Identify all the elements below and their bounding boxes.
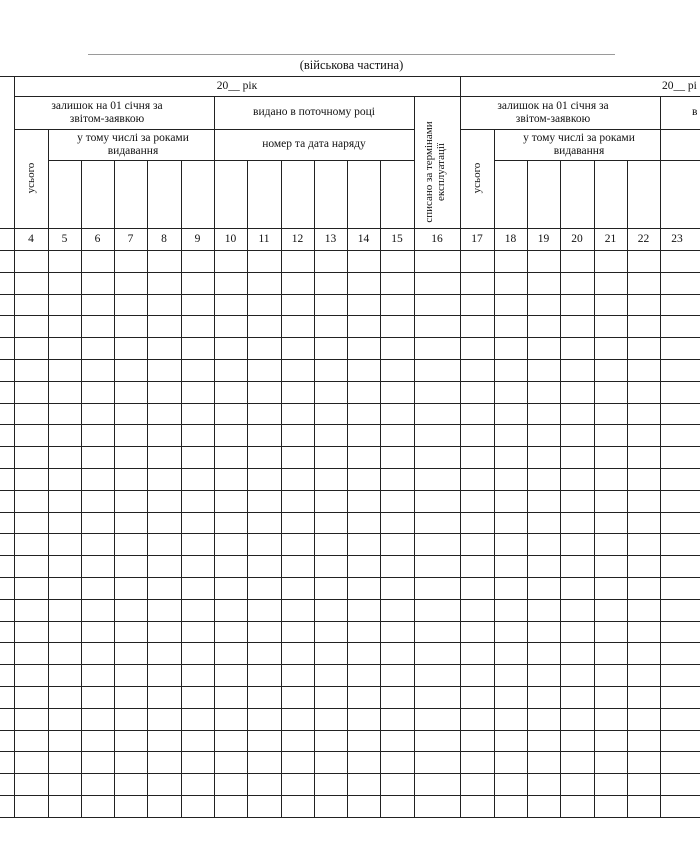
order-header: номер та дата наряду <box>262 138 366 150</box>
column-number-7: 7 <box>127 233 134 245</box>
total-label-right: усього <box>471 162 483 194</box>
column-number-9: 9 <box>194 233 201 245</box>
issued-header-right: в <box>692 106 698 118</box>
column-number-13: 13 <box>324 233 337 245</box>
column-number-17: 17 <box>471 233 483 245</box>
column-number-21: 21 <box>604 233 617 245</box>
column-number-11: 11 <box>258 233 270 245</box>
written-off-label: списано за термінами експлуатації <box>423 121 447 223</box>
column-number-20: 20 <box>571 233 583 245</box>
column-number-22: 22 <box>637 233 650 245</box>
year-header-right: 20__ рі <box>662 79 697 92</box>
military-unit-caption: (військова частина) <box>299 58 404 72</box>
incl-years-header-right: у тому числі за роками видавання <box>523 131 635 157</box>
column-number-8: 8 <box>161 233 167 245</box>
column-number-18: 18 <box>504 233 517 245</box>
year-header-left: 20__ рік <box>216 79 258 92</box>
column-number-15: 15 <box>391 233 403 245</box>
remain-header-right: залишок на 01 січня за звітом-заявкою <box>497 99 609 125</box>
column-number-12: 12 <box>291 233 304 245</box>
column-number-4: 4 <box>28 233 34 245</box>
column-number-6: 6 <box>94 233 101 245</box>
column-number-10: 10 <box>224 233 237 245</box>
column-number-23: 23 <box>671 233 683 245</box>
total-label-left: усього <box>25 162 37 194</box>
issued-header-left: видано в поточному році <box>253 106 375 118</box>
incl-years-header-left: у тому числі за роками видавання <box>77 131 189 157</box>
column-number-14: 14 <box>357 233 370 245</box>
column-number-5: 5 <box>61 233 68 245</box>
column-number-16: 16 <box>431 233 443 245</box>
column-number-19: 19 <box>537 233 550 245</box>
remain-header-left: залишок на 01 січня за звітом-заявкою <box>51 99 163 125</box>
